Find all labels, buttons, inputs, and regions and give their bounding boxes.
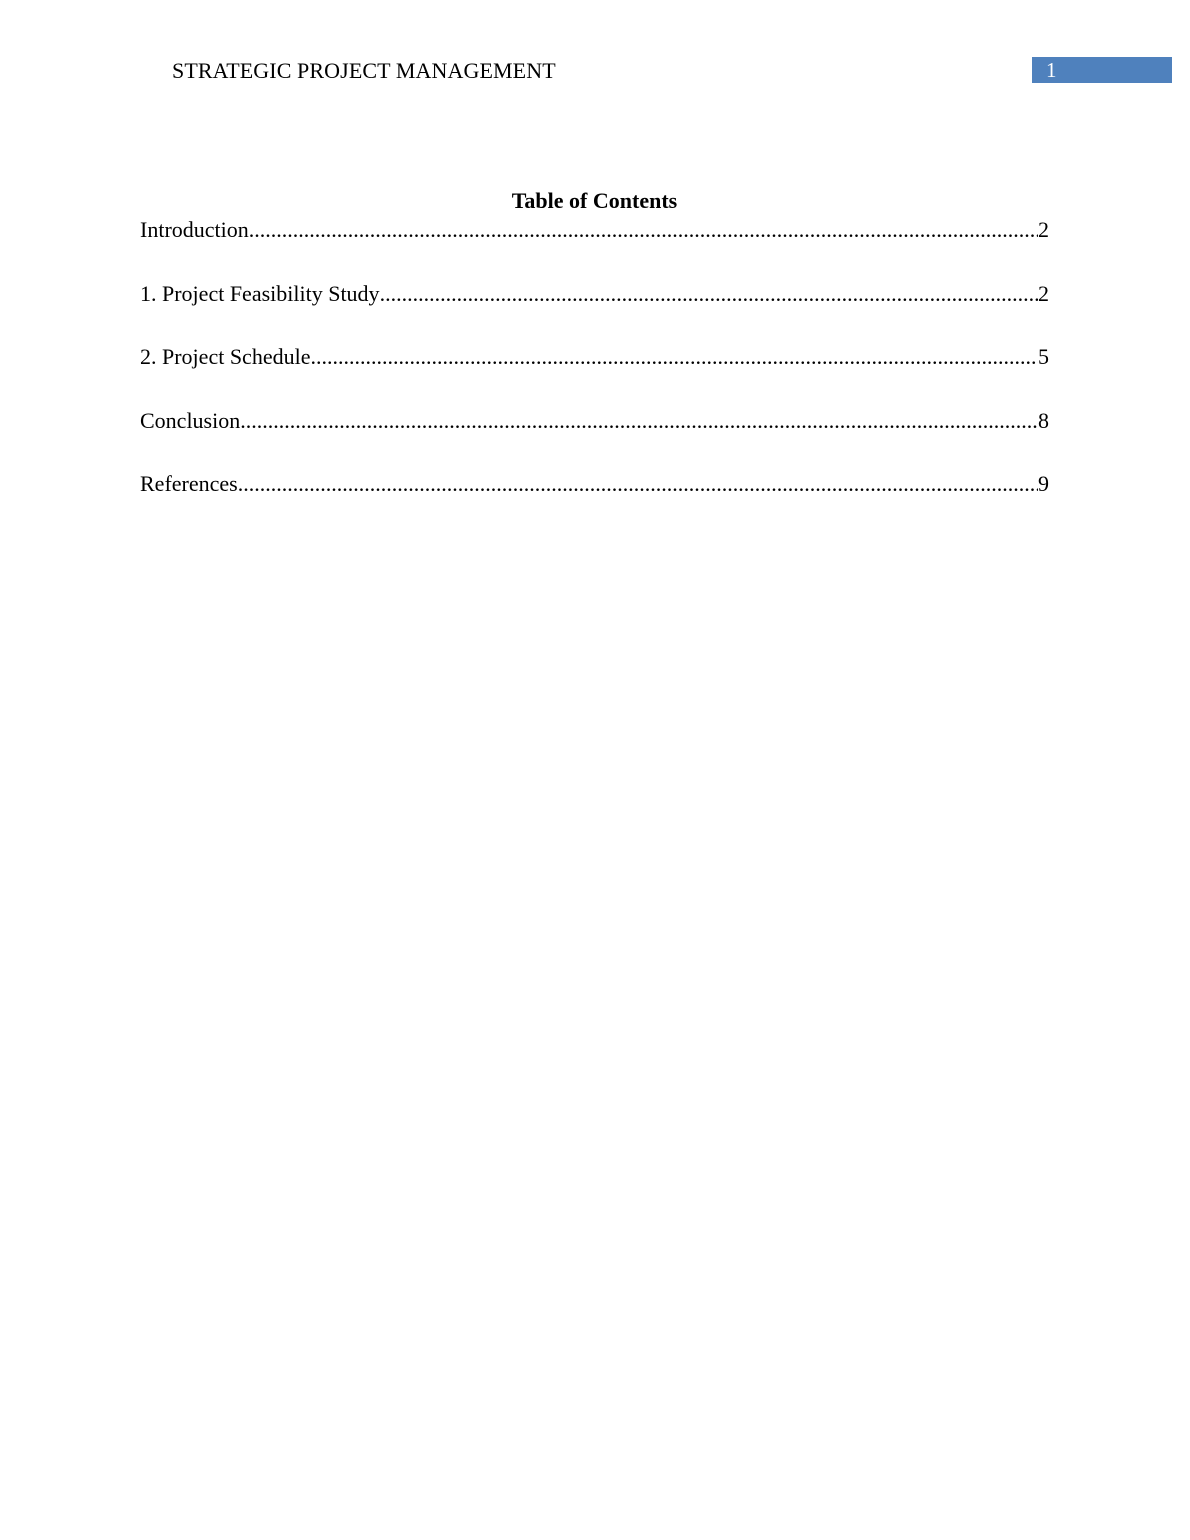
toc-entry-introduction[interactable] — [140, 215, 1049, 245]
toc-dot-leader — [240, 406, 1038, 436]
toc-entry-page: 9 — [1038, 471, 1049, 496]
toc-entry-label: References — [140, 471, 238, 496]
toc-entry-page: 2 — [1038, 280, 1049, 306]
toc-dot-leader — [249, 215, 1038, 245]
toc-entry-label: 2. Project Schedule — [140, 344, 311, 369]
table-of-contents — [140, 185, 1049, 533]
toc-dot-leader — [310, 342, 1038, 372]
toc-entry-page: 5 — [1038, 344, 1049, 369]
toc-entry-label: Introduction — [140, 217, 249, 242]
toc-entry-label: Conclusion — [140, 407, 241, 433]
toc-entry-page: 8 — [1038, 407, 1049, 433]
page-number: 1 — [1046, 58, 1057, 82]
page-number-badge — [1032, 57, 1172, 83]
running-head-title: STRATEGIC PROJECT MANAGEMENT — [172, 58, 556, 83]
toc-dot-leader — [238, 469, 1038, 499]
toc-entry-references[interactable] — [140, 469, 1049, 499]
toc-list — [140, 215, 1049, 499]
toc-entry-label: 1. Project Feasibility Study — [140, 280, 380, 306]
toc-entry-conclusion[interactable] — [140, 406, 1049, 436]
toc-entry-project-feasibility-study[interactable] — [140, 279, 1049, 309]
toc-dot-leader — [380, 279, 1038, 309]
toc-title: Table of Contents — [511, 188, 678, 213]
toc-entry-page: 2 — [1038, 217, 1049, 242]
toc-entry-project-schedule[interactable] — [140, 342, 1049, 372]
